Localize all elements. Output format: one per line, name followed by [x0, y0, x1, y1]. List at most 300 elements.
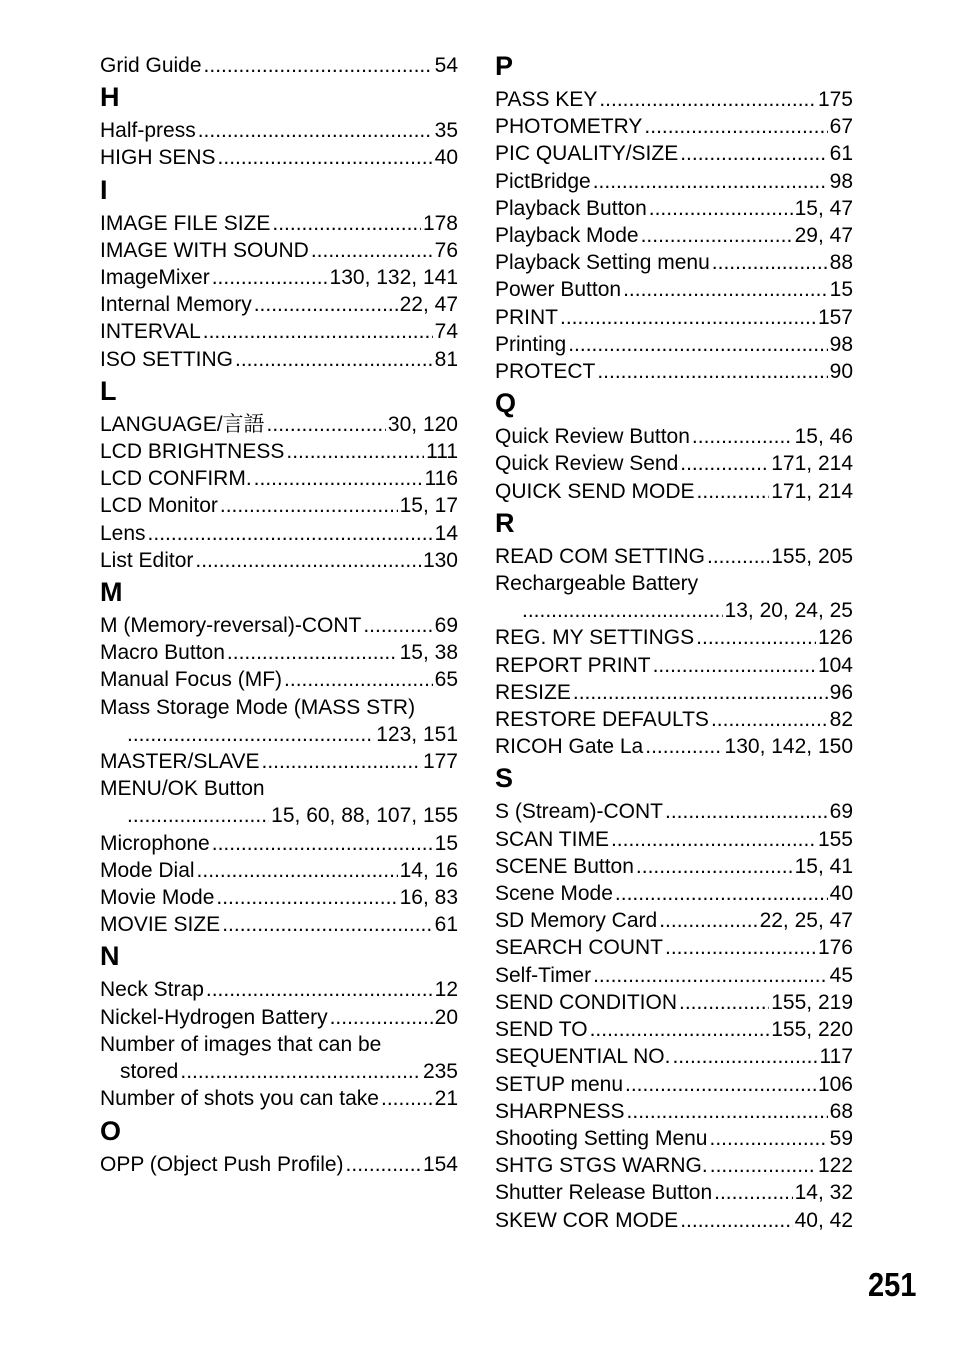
entry-term: Scene Mode	[495, 882, 613, 906]
dot-leader	[709, 1125, 827, 1152]
dot-leader	[597, 358, 827, 385]
entry-pages: 14, 32	[794, 1181, 853, 1205]
dot-leader	[615, 880, 828, 907]
dot-leader	[286, 438, 424, 465]
entry-row	[100, 438, 458, 465]
entry-row	[100, 117, 458, 144]
entry-term: PictBridge	[495, 169, 591, 193]
index-entry	[100, 884, 458, 911]
index-entry	[100, 438, 458, 465]
entry-row	[495, 1016, 853, 1043]
entry-row	[100, 210, 458, 237]
dot-leader	[216, 884, 397, 911]
index-entry	[100, 1151, 458, 1178]
dot-leader	[679, 989, 769, 1016]
entry-row	[100, 666, 458, 693]
index-entry	[100, 639, 458, 666]
entry-term: stored	[120, 1060, 179, 1084]
entry-pages: 171, 214	[771, 452, 853, 476]
entry-row	[495, 1098, 853, 1125]
entry-pages: 15, 41	[794, 854, 853, 878]
entry-term: Internal Memory	[100, 293, 252, 317]
entry-pages: 117	[819, 1045, 853, 1069]
index-entry	[100, 666, 458, 693]
entry-term: IMAGE FILE SIZE	[100, 211, 271, 235]
index-entry	[100, 465, 458, 492]
entry-term: Nickel-Hydrogen Battery	[100, 1005, 328, 1029]
dot-leader	[262, 748, 421, 775]
entry-row	[495, 597, 853, 624]
entry-term: ImageMixer	[100, 266, 210, 290]
entry-row	[100, 1004, 458, 1031]
dot-leader	[696, 624, 816, 651]
entry-term: Playback Mode	[495, 224, 639, 248]
dot-leader	[645, 733, 722, 760]
entry-term: SEND TO	[495, 1018, 588, 1042]
dot-leader	[254, 465, 423, 492]
dot-leader	[593, 168, 828, 195]
index-entry	[100, 492, 458, 519]
entry-pages: 130, 132, 141	[329, 266, 458, 290]
entry-row	[100, 802, 458, 829]
index-entry	[495, 1016, 853, 1043]
entry-pages: 111	[426, 440, 458, 464]
entry-row	[100, 721, 458, 748]
entry-row	[495, 1207, 853, 1234]
dot-leader	[714, 1179, 792, 1206]
entry-pages: 96	[829, 680, 853, 704]
dot-leader	[680, 450, 769, 477]
entry-term: QUICK SEND MODE	[495, 479, 695, 503]
page-number: 251	[868, 1266, 917, 1303]
entry-row	[100, 748, 458, 775]
dot-leader	[222, 911, 432, 938]
entry-term: Shutter Release Button	[495, 1181, 713, 1205]
entry-pages: 126	[817, 626, 853, 650]
index-entry	[100, 976, 458, 1003]
dot-leader	[623, 276, 828, 303]
entry-pages: 35	[434, 119, 458, 143]
index-entry	[100, 1004, 458, 1031]
entry-pages: 68	[829, 1099, 853, 1123]
index-entry	[495, 478, 853, 505]
entry-pages: 15	[434, 831, 458, 855]
entry-term: Macro Button	[100, 641, 225, 665]
entry-term: LANGUAGE/言語	[100, 412, 265, 436]
entry-pages: 122	[817, 1154, 853, 1178]
entry-pages: 65	[434, 668, 458, 692]
dot-leader	[707, 543, 769, 570]
section-letter: O	[100, 1115, 122, 1146]
entry-pages: 157	[817, 305, 853, 329]
dot-leader	[235, 346, 433, 373]
dot-leader	[568, 331, 827, 358]
entry-pages: 14	[434, 521, 458, 545]
dot-leader	[195, 547, 421, 574]
section-letter: N	[100, 941, 120, 972]
index-entry	[100, 1085, 458, 1112]
entry-pages: 40	[829, 882, 853, 906]
entry-pages: 69	[829, 800, 853, 824]
entry-row	[495, 543, 853, 570]
entry-term: REPORT PRINT	[495, 653, 651, 677]
index-entry	[100, 210, 458, 237]
entry-pages: 29, 47	[794, 224, 853, 248]
entry-row	[495, 450, 853, 477]
dot-leader	[659, 907, 757, 934]
entry-row	[495, 907, 853, 934]
entry-pages: 76	[434, 238, 458, 262]
entry-row	[100, 830, 458, 857]
entry-pages: 155, 220	[771, 1018, 853, 1042]
entry-pages: 82	[829, 708, 853, 732]
index-entry	[495, 798, 853, 825]
entry-term: MASTER/SLAVE	[100, 750, 260, 774]
entry-row	[495, 331, 853, 358]
dot-leader	[611, 826, 816, 853]
entry-pages: 155, 205	[771, 544, 853, 568]
entry-pages: 116	[424, 467, 458, 491]
index-entry	[495, 276, 853, 303]
index-entry	[495, 907, 853, 934]
dot-leader	[649, 195, 793, 222]
entry-term: List Editor	[100, 548, 194, 572]
entry-row	[495, 222, 853, 249]
entry-term: OPP (Object Push Profile)	[100, 1152, 344, 1176]
entry-row	[100, 547, 458, 574]
entry-term: Mode Dial	[100, 858, 195, 882]
section-letter: I	[100, 174, 108, 205]
entry-pages: 59	[829, 1126, 853, 1150]
entry-row	[100, 465, 458, 492]
entry-pages: 16, 83	[399, 886, 458, 910]
dot-leader	[311, 237, 433, 264]
entry-term: Microphone	[100, 831, 210, 855]
entry-pages: 13, 20, 24, 25	[724, 599, 853, 623]
entry-row	[100, 520, 458, 547]
entry-row	[495, 679, 853, 706]
entry-term: SETUP menu	[495, 1072, 623, 1096]
entry-row	[100, 237, 458, 264]
index-entry	[495, 249, 853, 276]
entry-term: Playback Setting menu	[495, 251, 710, 275]
entry-term: ISO SETTING	[100, 347, 234, 371]
entry-term: SEND CONDITION	[495, 990, 678, 1014]
entry-term: SHTG STGS WARNG.	[495, 1154, 708, 1178]
entry-row	[495, 113, 853, 140]
dot-leader	[522, 597, 723, 624]
index-entry	[100, 346, 458, 373]
entry-row	[100, 144, 458, 171]
entry-pages: 61	[829, 142, 853, 166]
index-entry	[495, 304, 853, 331]
index-entry	[100, 612, 458, 639]
entry-pages: 14, 16	[399, 858, 458, 882]
index-entry	[100, 857, 458, 884]
entry-term: LCD CONFIRM.	[100, 467, 252, 491]
entry-term: RESTORE DEFAULTS	[495, 708, 709, 732]
entry-pages: 61	[434, 913, 458, 937]
index-entry	[100, 911, 458, 938]
entry-row	[495, 880, 853, 907]
dot-leader	[692, 423, 793, 450]
entry-pages: 12	[434, 978, 458, 1002]
dot-leader	[712, 249, 828, 276]
dot-leader	[212, 830, 433, 857]
entry-term: S (Stream)-CONT	[495, 800, 663, 824]
entry-term: REG. MY SETTINGS	[495, 626, 695, 650]
entry-term: Number of images that can be	[100, 1032, 382, 1056]
dot-leader	[593, 962, 828, 989]
dot-leader	[665, 798, 828, 825]
entry-term: Printing	[495, 332, 567, 356]
entry-row	[100, 857, 458, 884]
entry-pages: 21	[434, 1087, 458, 1111]
index-entry	[100, 117, 458, 144]
entry-row	[100, 1085, 458, 1112]
dot-leader	[672, 1043, 817, 1070]
index-entry	[100, 748, 458, 775]
entry-row	[495, 478, 853, 505]
entry-pages: 130	[422, 548, 458, 572]
entry-row	[100, 911, 458, 938]
entry-term: HIGH SENS	[100, 146, 216, 170]
entry-pages: 45	[829, 963, 853, 987]
index-entry	[100, 520, 458, 547]
entry-pages: 15, 60, 88, 107, 155	[271, 804, 458, 828]
entry-term: SCAN TIME	[495, 827, 609, 851]
section-letter: M	[100, 577, 123, 608]
entry-row	[495, 962, 853, 989]
section-letter: Q	[495, 388, 517, 419]
dot-leader	[204, 52, 433, 79]
index-entry	[495, 1207, 853, 1234]
entry-row	[100, 411, 458, 438]
entry-row	[100, 346, 458, 373]
entry-term: RICOH Gate La	[495, 735, 644, 759]
entry-row	[100, 1151, 458, 1178]
entry-pages: 154	[422, 1152, 458, 1176]
dot-leader	[381, 1085, 433, 1112]
index-entry	[495, 1071, 853, 1098]
entry-term: SEQUENTIAL NO.	[495, 1045, 671, 1069]
entry-term: MENU/OK Button	[100, 777, 265, 801]
entry-pages: 22, 25, 47	[759, 909, 853, 933]
entry-term: PROTECT	[495, 360, 596, 384]
entry-row	[495, 304, 853, 331]
dot-leader	[680, 140, 827, 167]
dot-leader	[573, 679, 828, 706]
index-entry	[100, 411, 458, 438]
dot-leader	[220, 492, 398, 519]
entry-row	[495, 1043, 853, 1070]
dot-leader	[560, 304, 816, 331]
dot-leader	[363, 612, 432, 639]
dot-leader	[665, 934, 816, 961]
dot-leader	[627, 1098, 828, 1125]
entry-pages: 104	[817, 653, 853, 677]
entry-pages: 88	[829, 251, 853, 275]
index-entry	[495, 450, 853, 477]
dot-leader	[330, 1004, 433, 1031]
dot-leader	[227, 639, 398, 666]
index-entry	[100, 237, 458, 264]
entry-row	[100, 264, 458, 291]
entry-term: Shooting Setting Menu	[495, 1126, 708, 1150]
entry-row	[495, 853, 853, 880]
index-entry	[495, 358, 853, 385]
entry-term: RESIZE	[495, 680, 571, 704]
entry-term: PASS KEY	[495, 88, 598, 111]
section-letter: P	[495, 51, 514, 81]
entry-row	[495, 276, 853, 303]
dot-leader	[212, 264, 328, 291]
dot-leader	[198, 117, 433, 144]
entry-pages: 74	[434, 320, 458, 344]
entry-row	[495, 140, 853, 167]
entry-term: Number of shots you can take	[100, 1087, 379, 1111]
dot-leader	[599, 86, 816, 113]
entry-pages: 123, 151	[376, 722, 458, 746]
entry-term: Lens	[100, 521, 146, 545]
entry-pages: 98	[829, 169, 853, 193]
entry-row	[495, 934, 853, 961]
index-column-left	[100, 52, 458, 1178]
index-column-right	[495, 52, 853, 1234]
entry-row	[100, 1058, 458, 1085]
entry-term: Grid Guide	[100, 54, 202, 77]
entry-row	[495, 798, 853, 825]
entry-term: Manual Focus (MF)	[100, 668, 283, 692]
entry-pages: 155	[817, 827, 853, 851]
entry-pages: 235	[422, 1060, 458, 1084]
entry-term: PIC QUALITY/SIZE	[495, 142, 679, 166]
entry-row	[100, 291, 458, 318]
index-entry	[100, 547, 458, 574]
entry-term: LCD Monitor	[100, 494, 218, 518]
index-entry	[495, 1125, 853, 1152]
index-entry	[495, 570, 853, 624]
entry-row	[100, 612, 458, 639]
entry-row	[495, 652, 853, 679]
index-entry	[495, 543, 853, 570]
entry-row	[100, 884, 458, 911]
entry-pages: 15, 17	[399, 494, 458, 518]
index-entry	[495, 934, 853, 961]
entry-term: SKEW COR MODE	[495, 1208, 679, 1232]
entry-pages: 155, 219	[771, 990, 853, 1014]
index-entry	[495, 733, 853, 760]
dot-leader	[644, 113, 827, 140]
entry-term: SD Memory Card	[495, 909, 658, 933]
dot-leader	[127, 721, 374, 748]
entry-row	[100, 492, 458, 519]
dot-leader	[180, 1058, 421, 1085]
entry-term: SEARCH COUNT	[495, 936, 664, 960]
entry-row	[495, 1152, 853, 1179]
entry-pages: 106	[817, 1072, 853, 1096]
index-entry	[495, 989, 853, 1016]
entry-pages: 15, 46	[794, 425, 853, 449]
entry-row	[495, 168, 853, 195]
entry-row	[495, 1179, 853, 1206]
entry-term: INTERVAL	[100, 320, 201, 344]
entry-term: Neck Strap	[100, 978, 204, 1002]
index-entry	[495, 679, 853, 706]
dot-leader	[206, 976, 433, 1003]
dot-leader	[590, 1016, 770, 1043]
dot-leader	[653, 652, 816, 679]
index-entry	[100, 775, 458, 829]
dot-leader	[197, 857, 398, 884]
entry-term: IMAGE WITH SOUND	[100, 238, 309, 262]
entry-pages: 54	[434, 54, 458, 77]
entry-term: PRINT	[495, 305, 558, 329]
index-entry	[495, 423, 853, 450]
index-entry	[100, 694, 458, 748]
entry-term: Power Button	[495, 278, 622, 302]
entry-term: SHARPNESS	[495, 1099, 625, 1123]
index-entry	[495, 1098, 853, 1125]
index-entry	[495, 1152, 853, 1179]
index-entry	[495, 962, 853, 989]
entry-pages: 178	[422, 211, 458, 235]
index-entry	[100, 52, 458, 79]
entry-row	[495, 989, 853, 1016]
section-letter: S	[495, 763, 514, 794]
entry-term: Half-press	[100, 119, 196, 143]
index-entry	[495, 222, 853, 249]
entry-pages: 40	[434, 146, 458, 170]
entry-row	[100, 52, 458, 79]
dot-leader	[625, 1071, 816, 1098]
entry-term: M (Memory-reversal)-CONT	[100, 614, 362, 638]
section-letter: H	[100, 82, 120, 113]
entry-pages: 175	[817, 88, 853, 111]
entry-row	[100, 639, 458, 666]
entry-row	[495, 706, 853, 733]
entry-pages: 15, 38	[399, 641, 458, 665]
entry-row	[495, 733, 853, 760]
dot-leader	[346, 1151, 421, 1178]
entry-pages: 98	[829, 332, 853, 356]
index-entry	[100, 144, 458, 171]
entry-pages: 67	[829, 115, 853, 139]
entry-pages: 90	[829, 360, 853, 384]
entry-row	[100, 976, 458, 1003]
entry-row	[495, 1125, 853, 1152]
entry-row	[495, 826, 853, 853]
entry-pages: 40, 42	[794, 1208, 853, 1232]
index-entry	[495, 86, 853, 113]
dot-leader	[711, 706, 828, 733]
dot-leader	[272, 210, 421, 237]
index-entry	[495, 1179, 853, 1206]
index-entry	[495, 195, 853, 222]
entry-term: PHOTOMETRY	[495, 115, 643, 139]
entry-row	[495, 624, 853, 651]
dot-leader	[267, 411, 386, 438]
entry-term: Playback Button	[495, 196, 647, 220]
entry-term: Quick Review Button	[495, 425, 690, 449]
index-entry	[495, 331, 853, 358]
entry-row	[495, 1071, 853, 1098]
entry-pages: 176	[817, 936, 853, 960]
entry-pages: 15, 47	[794, 196, 853, 220]
index-entry	[495, 113, 853, 140]
index-entry	[495, 140, 853, 167]
dot-leader	[254, 291, 398, 318]
